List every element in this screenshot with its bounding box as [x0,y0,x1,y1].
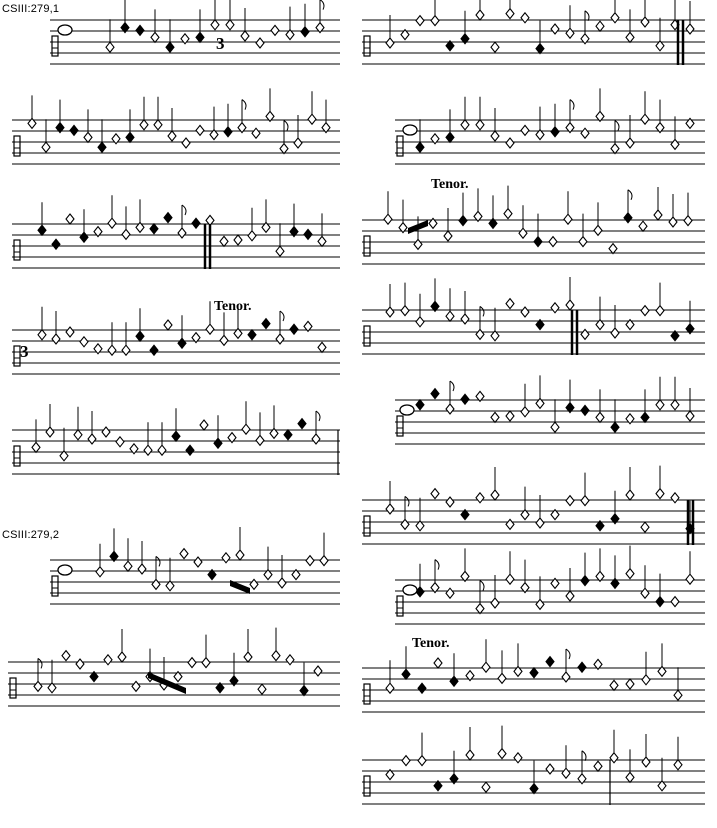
note [491,131,499,141]
note [152,579,160,589]
note [566,591,574,601]
note [549,237,557,247]
note [104,655,112,665]
note [491,598,499,608]
note [686,24,694,34]
note [214,438,222,448]
note [108,218,116,228]
note [686,574,694,584]
note [431,389,439,399]
note [241,31,249,41]
note [579,237,587,247]
note-flag [570,100,574,110]
note [491,412,499,422]
note [122,345,130,355]
note [66,214,74,224]
note [506,411,514,421]
note [250,579,258,589]
note [551,303,559,313]
note [182,138,190,148]
note-flag [242,100,246,110]
note [224,127,232,137]
note [164,320,172,330]
note [242,424,250,434]
note [200,420,208,430]
note-flag [480,581,484,591]
note [122,229,130,239]
note [610,753,618,763]
note-flag [320,0,324,10]
note [234,235,242,245]
note [248,231,256,241]
note [312,434,320,444]
note [536,599,544,609]
note [609,244,617,254]
note [124,561,132,571]
note [284,430,292,440]
note [686,411,694,421]
note [641,522,649,532]
note-flag [450,381,454,391]
note [626,569,634,579]
note [76,659,84,669]
note [506,574,514,584]
note [498,749,506,759]
note [96,567,104,577]
note [564,214,572,224]
note [402,756,410,766]
note [610,680,618,690]
note [386,683,394,693]
note [671,400,679,410]
note [262,319,270,329]
note [158,445,166,455]
note-flag [615,121,619,131]
note [180,549,188,559]
note [626,138,634,148]
note-flag [38,658,42,668]
note [248,330,256,340]
note [186,445,194,455]
note [461,120,469,130]
note [656,489,664,499]
note [278,578,286,588]
note [108,345,116,355]
note [482,662,490,672]
note [594,225,602,235]
note [639,221,647,231]
breve-note [403,125,417,135]
note [530,668,538,678]
note [446,404,454,414]
note [386,307,394,317]
note [596,412,604,422]
note [506,9,514,19]
note [626,772,634,782]
note [290,324,298,334]
note [132,681,140,691]
note [476,329,484,339]
note [551,422,559,432]
note [446,132,454,142]
note [506,299,514,309]
note [578,662,586,672]
note [562,672,570,682]
note-flag [280,311,284,321]
note [136,331,144,341]
note [202,658,210,668]
note [611,13,619,23]
note [446,588,454,598]
note [626,490,634,500]
note [482,782,490,792]
note [402,669,410,679]
note [88,434,96,444]
note [416,142,424,152]
note [401,519,409,529]
note [566,300,574,310]
note [42,142,50,152]
note [521,125,529,135]
note [178,338,186,348]
note-flag [405,496,409,506]
note [220,236,228,246]
note [530,784,538,794]
note [116,437,124,447]
note [256,435,264,445]
note [286,655,294,665]
note [476,10,484,20]
note [294,138,302,148]
note [546,657,554,667]
note [244,652,252,662]
note [258,684,266,694]
note [626,679,634,689]
note [306,556,314,566]
note [236,550,244,560]
breve-note [403,585,417,595]
note [624,213,632,223]
note [581,128,589,138]
note [298,419,306,429]
note [416,16,424,26]
note [506,138,514,148]
note [491,490,499,500]
note [446,311,454,321]
note [252,128,260,138]
note [168,131,176,141]
note [196,32,204,42]
note [126,132,134,142]
note [536,518,544,528]
note [506,519,514,529]
note [140,120,148,130]
note [581,496,589,506]
note [461,314,469,324]
note [150,345,158,355]
note [476,120,484,130]
note [498,673,506,683]
note [642,675,650,685]
note [671,493,679,503]
note [276,334,284,344]
note [466,750,474,760]
note [418,756,426,766]
note [38,225,46,235]
note [641,412,649,422]
note-flag [182,205,186,215]
note [308,114,316,124]
note [566,28,574,38]
note [318,342,326,352]
note-flag [480,306,484,316]
note [74,430,82,440]
mensuration-sign: 3 [216,34,225,53]
note [641,17,649,27]
note-flag [628,190,632,200]
note [562,768,570,778]
note [318,236,326,246]
note [581,405,589,415]
note [416,400,424,410]
note [280,144,288,154]
note [446,497,454,507]
note [656,400,664,410]
note [594,761,602,771]
breve-note [400,405,414,415]
note [52,239,60,249]
note [62,651,70,661]
note [521,307,529,317]
note [136,25,144,35]
note [314,666,322,676]
note [384,214,392,224]
note [166,42,174,52]
note [80,232,88,242]
voice-label-tenor-left: Tenor. [214,299,252,314]
note [196,125,204,135]
note [304,229,312,239]
note [626,32,634,42]
note [566,496,574,506]
note-flag [566,649,570,659]
note [581,329,589,339]
note [178,228,186,238]
voice-label-tenor-right-2: Tenor. [412,636,450,651]
note [431,16,439,26]
note [654,210,662,220]
note [521,13,529,23]
note [418,683,426,693]
note [226,20,234,30]
note-flag [582,751,586,761]
note [656,597,664,607]
note [671,139,679,149]
voice-label-tenor-right-1: Tenor. [431,177,469,192]
note [596,21,604,31]
note [656,306,664,316]
note [519,228,527,238]
note [138,564,146,574]
note [669,217,677,227]
note [642,757,650,767]
note [401,306,409,316]
note [188,658,196,668]
note [551,127,559,137]
note [192,218,200,228]
note [491,42,499,52]
note [431,489,439,499]
note [38,330,46,340]
note [551,24,559,34]
note [674,760,682,770]
note [271,25,279,35]
note [641,114,649,124]
breve-note [58,565,72,575]
mensuration-sign: 3 [20,342,29,361]
note [256,38,264,48]
note [546,764,554,774]
note [154,120,162,130]
note [70,125,78,135]
note [641,306,649,316]
note [320,556,328,566]
source-label-279-2: CSIII:279,2 [2,529,60,541]
note [46,427,54,437]
note [611,144,619,154]
note-flag [156,556,160,566]
note [300,686,308,696]
note [461,394,469,404]
note-flag [284,121,288,131]
note [118,652,126,662]
note [164,213,172,223]
note [151,32,159,42]
note [52,334,60,344]
note [386,504,394,514]
note-flag [585,11,589,21]
note [476,493,484,503]
breve-note [58,25,72,35]
note [301,27,309,37]
note [414,239,422,249]
note [84,132,92,142]
note [172,431,180,441]
note [220,335,228,345]
note [674,690,682,700]
note [611,328,619,338]
note [514,753,522,763]
note [671,597,679,607]
note [66,327,74,337]
note [521,407,529,417]
note [80,337,88,347]
note [534,237,542,247]
note [641,588,649,598]
note [34,681,42,691]
note [611,422,619,432]
note [150,224,158,234]
note [536,44,544,54]
note [416,317,424,327]
note [581,576,589,586]
note [684,216,692,226]
note [459,216,467,226]
note [206,324,214,334]
note [144,445,152,455]
note [102,427,110,437]
note-flag [435,560,439,570]
note [32,442,40,452]
note [194,557,202,567]
note [276,246,284,256]
source-label-279-1: CSIII:279,1 [2,3,60,15]
note [450,676,458,686]
note [386,38,394,48]
note [98,142,106,152]
note [444,231,452,241]
note [211,20,219,30]
note [222,553,230,563]
note [504,209,512,219]
note [434,658,442,668]
note [272,651,280,661]
note-flag [316,411,320,421]
note [476,604,484,614]
note [106,42,114,52]
